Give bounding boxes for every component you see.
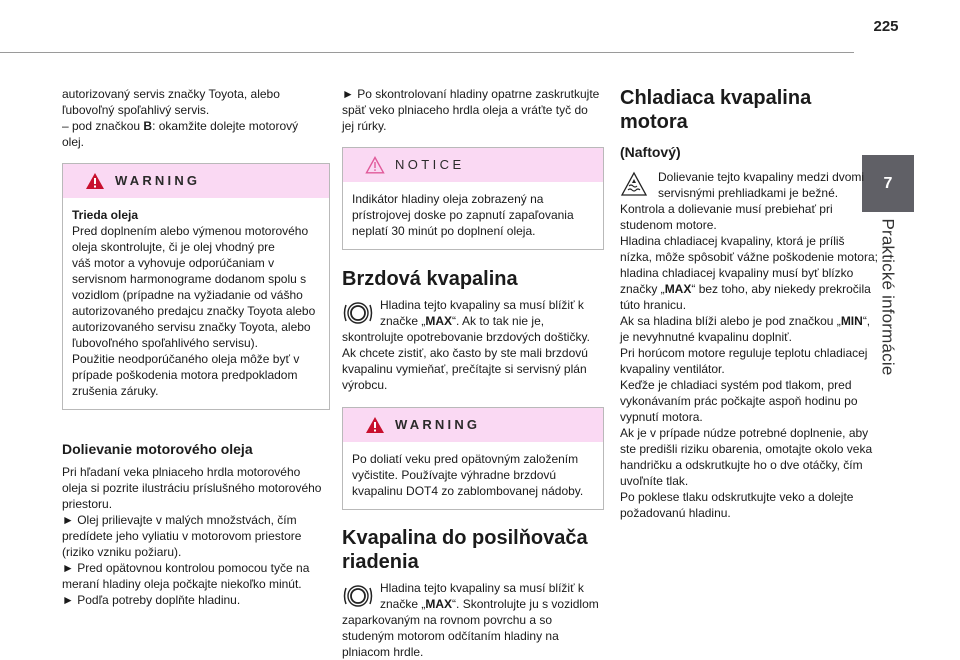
text-line: servisnom harmonograme dodanom spolu s xyxy=(72,272,307,286)
notice-label: NOTICE xyxy=(395,157,465,172)
text-run: “, xyxy=(862,314,871,328)
text-line: servisnými prehliadkami je bežné. xyxy=(658,186,839,200)
text-line: ľubovoľný spoľahlivý servis. xyxy=(62,103,210,117)
section-heading-brake: Brzdová kvapalina xyxy=(342,268,518,290)
text-line: Po poklese tlaku odskrutkujte veko a dolejte xyxy=(620,490,854,504)
text-run: Ak sa hladina blíži alebo je pod značkou „ xyxy=(620,314,841,328)
notice-body xyxy=(343,182,603,249)
text-line xyxy=(620,281,878,297)
text-line: výrobcu. xyxy=(342,378,388,392)
text-line xyxy=(380,596,604,612)
text-line: ► Olej prilievajte v malých množstvách, čím xyxy=(62,513,297,527)
text-line: vykonávaním prác počkajte aspoň hodinu po xyxy=(620,394,858,408)
text-line xyxy=(620,313,878,329)
warning-header xyxy=(63,164,329,198)
text-line: ► Podľa potreby doplňte hladinu. xyxy=(62,593,241,607)
chapter-title-text: Praktické informácie xyxy=(879,218,898,376)
text-line: neplatí 30 minút po doplnení oleja. xyxy=(352,224,536,238)
fluid-level-icon xyxy=(342,582,374,610)
text-run: značke „ xyxy=(380,597,426,611)
text-line: Ak chcete zistiť, ako často by ste mali brzdovú xyxy=(342,346,588,360)
coolant-hazard-icon xyxy=(620,171,648,199)
text-line: jej rúrky. xyxy=(342,119,387,133)
text-line: predídete jeho vyliatiu v motorovom priestore xyxy=(62,529,302,543)
text-run: “. Skontrolujte ju s vozidlom xyxy=(452,597,599,611)
text-line: kvapalinu vymieňať, prečítajte si servisný plán xyxy=(342,362,587,376)
mark-max: MAX xyxy=(425,597,453,611)
text-line: autorizovaného servisu značky Toyota, alebo xyxy=(72,320,311,334)
text-line: skontrolujte opotrebovanie brzdových doštičky. xyxy=(342,330,590,344)
text-line: oleja skontrolujte, či je olej vhodný pre xyxy=(72,240,275,254)
text-line: autorizovaného predajcu značky Toyota alebo xyxy=(72,304,316,318)
text-line: vyčistite. Používajte výhradne brzdovú xyxy=(352,468,557,482)
text-run: : okamžite dolejte motorový xyxy=(152,119,299,133)
text-line: zrušenia záruky. xyxy=(72,384,159,398)
section-body xyxy=(62,464,330,608)
text-line: plniacom hrdle. xyxy=(342,645,424,659)
mark-b: B xyxy=(143,119,153,133)
notice-header xyxy=(343,148,603,182)
intro-paragraph xyxy=(62,86,330,150)
section-heading: Dolievanie motorového oleja xyxy=(62,441,253,457)
column-3 xyxy=(620,86,878,521)
heading-line: riadenia xyxy=(342,551,419,573)
text-line: (riziko vzniku požiaru). xyxy=(62,545,182,559)
notice-box xyxy=(342,147,604,250)
text-line: ľubovoľného spoľahlivého servisu). xyxy=(72,336,258,350)
notice-triangle-icon xyxy=(365,156,385,174)
text-line: nízka, môže spôsobiť vážne poškodenie motora; xyxy=(620,250,878,264)
text-run: značky „ xyxy=(620,282,665,296)
text-line: oleja si pozrite ilustráciu príslušného motorového xyxy=(62,481,322,495)
text-line: späť veko plniaceho hrdla oleja a vráťte tyč do xyxy=(342,103,588,117)
text-line: Pri hľadaní veka plniaceho hrdla motorového xyxy=(62,465,301,479)
warning-body xyxy=(343,442,603,509)
text-line xyxy=(62,118,330,134)
text-line: hladina chladiacej kvapaliny musí byť blízko xyxy=(620,266,854,280)
chapter-tab: 7 xyxy=(862,155,914,212)
text-line: kvapaliny ventilátor. xyxy=(620,362,725,376)
text-run: značke „ xyxy=(380,314,426,328)
text-line: ► Po skontrolovaní hladiny opatrne zaskrutkujte xyxy=(342,87,600,101)
text-line: Dolievanie tejto kvapaliny medzi dvomi xyxy=(658,170,865,184)
warning-body xyxy=(63,198,329,409)
column-1 xyxy=(62,86,330,608)
fluid-level-icon xyxy=(342,299,374,327)
text-line: studeným motorom odčítaním hladiny na xyxy=(342,629,559,643)
text-line: vypnutí motora. xyxy=(620,410,703,424)
text-line: túto hranicu. xyxy=(620,298,687,312)
text-line: Hladina tejto kvapaliny sa musí blížiť k xyxy=(380,298,584,312)
text-run: “. Ak to tak nie je, xyxy=(452,314,545,328)
text-line: je nevyhnutné kvapalinu doplniť. xyxy=(620,330,792,344)
text-line: meraní hladiny oleja počkajte niekoľko minút. xyxy=(62,577,302,591)
text-line: Pri horúcom motore reguluje teplotu chladiacej xyxy=(620,346,868,360)
text-line: Indikátor hladiny oleja zobrazený na xyxy=(352,192,544,206)
text-line xyxy=(380,313,604,329)
mark-max: MAX xyxy=(425,314,453,328)
steering-paragraph xyxy=(342,580,604,660)
text-line: Použitie neodporúčaného oleja môže byť v xyxy=(72,352,300,366)
text-line: Pred doplnením alebo výmenou motorového xyxy=(72,224,309,238)
section-heading-coolant: Chladiaca kvapalina motora xyxy=(620,87,812,133)
warning-header xyxy=(343,408,603,442)
mark-min: MIN xyxy=(840,314,863,328)
text-line: Hladina chladiacej kvapaliny, ktorá je príliš xyxy=(620,234,845,248)
text-line: ste predišli riziku obarenia, omotajte okolo veka xyxy=(620,442,873,456)
warning-box-brake xyxy=(342,407,604,510)
text-line: uvoľníte tlak. xyxy=(620,474,689,488)
text-line: Kontrola a dolievanie musí prebiehať pri xyxy=(620,202,833,216)
warning-triangle-icon xyxy=(365,416,385,434)
column-2 xyxy=(342,86,604,660)
warning-triangle-icon xyxy=(85,172,105,190)
text-line: ► Pred opätovnou kontrolou pomocou tyče na xyxy=(62,561,310,575)
mark-max: MAX xyxy=(664,282,692,296)
intro-paragraph xyxy=(342,86,604,134)
top-rule xyxy=(0,52,854,53)
text-line: autorizovaný servis značky Toyota, alebo xyxy=(62,87,280,101)
brake-paragraph xyxy=(342,297,604,393)
section-subtitle: (Naftový) xyxy=(620,144,681,160)
warning-label: WARNING xyxy=(115,173,201,188)
text-line: olej. xyxy=(62,135,85,149)
warning-label: WARNING xyxy=(395,417,481,432)
text-line: vozidlom (prípadne na vyžiadanie od vášho xyxy=(72,288,303,302)
page-number: 225 xyxy=(873,18,899,35)
warning-box-oil xyxy=(62,163,330,410)
text-line: Ak je v prípade núdze potrebné doplnenie, aby xyxy=(620,426,869,440)
text-line: prípade poškodenia motora predpokladom xyxy=(72,368,298,382)
text-line: Hladina tejto kvapaliny sa musí blížiť k xyxy=(380,581,584,595)
text-line: Keďže je chladiaci systém pod tlakom, pred xyxy=(620,378,852,392)
coolant-paragraph xyxy=(620,169,878,521)
warning-heading: Trieda oleja xyxy=(72,208,139,222)
text-line: požadovanú hladinu. xyxy=(620,506,731,520)
text-line: studenom motore. xyxy=(620,218,717,232)
text-run: “ bez toho, aby niekedy prekročila xyxy=(691,282,871,296)
section-heading-steering xyxy=(342,526,604,574)
heading-line: Kvapalina do posilňovača xyxy=(342,527,588,549)
text-line: handričku a odskrutkujte ho o dve otáčky, čím xyxy=(620,458,863,472)
text-line: Po doliatí veku pred opätovným založením xyxy=(352,452,579,466)
text-line: prístrojovej doske po zapnutí zapaľovania xyxy=(352,208,574,222)
text-run: – pod značkou xyxy=(62,119,144,133)
text-line: zaparkovaným na rovnom povrchu a so xyxy=(342,613,553,627)
text-line: váš motor a vyhovuje odporúčaniam v xyxy=(72,256,275,270)
text-line: priestoru. xyxy=(62,497,113,511)
text-line: kvapalinu DOT4 zo zablombovanej nádoby. xyxy=(352,484,584,498)
